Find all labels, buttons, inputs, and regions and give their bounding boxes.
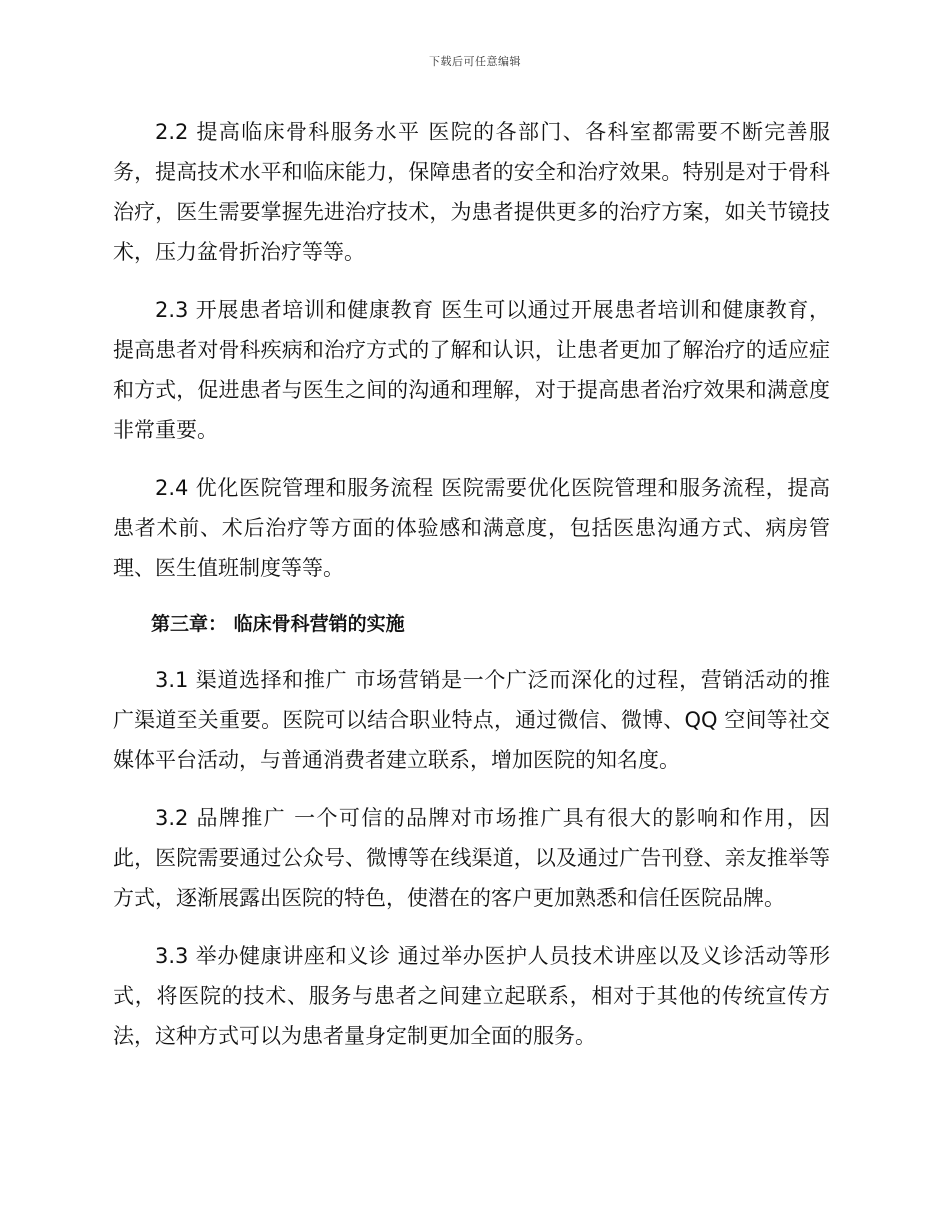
paragraph-3-2: 3.2 品牌推广 一个可信的品牌对市场推广具有很大的影响和作用，因此，医院需要通过公众号、微博等在线渠道，以及通过广告刊登、亲友推举等方式，逐渐展露出医院的特色，使潜在的客户更加熟悉和信任医院品牌。: [113, 806, 830, 910]
paragraph-3-3: 3.3 举办健康讲座和义诊 通过举办医护人员技术讲座以及义诊活动等形式，将医院的技术、服务与患者之间建立起联系，相对于其他的传统宣传方法，这种方式可以为患者量身定制更加全面的服务。: [113, 944, 830, 1048]
chapter-heading: 第三章： 临床骨科营销的实施: [151, 613, 405, 635]
paragraph-2-2: 2.2 提高临床骨科服务水平 医院的各部门、各科室都需要不断完善服务，提高技术水平和临床能力，保障患者的安全和治疗效果。特别是对于骨科治疗，医生需要掌握先进治疗技术，为患者提供更多的治疗方案，如关节镜技术，压力盆骨折治疗等等。: [113, 120, 830, 264]
paragraph-3-1: 3.1 渠道选择和推广 市场营销是一个广泛而深化的过程，营销活动的推广渠道至关重要。医院可以结合职业特点，通过微信、微博、QQ 空间等社交媒体平台活动，与普通消费者建立联系，增加医院的知名度。: [113, 668, 830, 772]
page-header: 下载后可任意编辑: [429, 55, 521, 68]
paragraph-2-4: 2.4 优化医院管理和服务流程 医院需要优化医院管理和服务流程，提高患者术前、术后治疗等方面的体验感和满意度，包括医患沟通方式、病房管理、医生值班制度等等。: [113, 476, 830, 580]
paragraph-2-3: 2.3 开展患者培训和健康教育 医生可以通过开展患者培训和健康教育，提高患者对骨科疾病和治疗方式的了解和认识，让患者更加了解治疗的适应症和方式，促进患者与医生之间的沟通和理解，对于提高患者治疗效果和满意度非常重要。: [113, 298, 830, 442]
document-body: [113, 112, 830, 1074]
